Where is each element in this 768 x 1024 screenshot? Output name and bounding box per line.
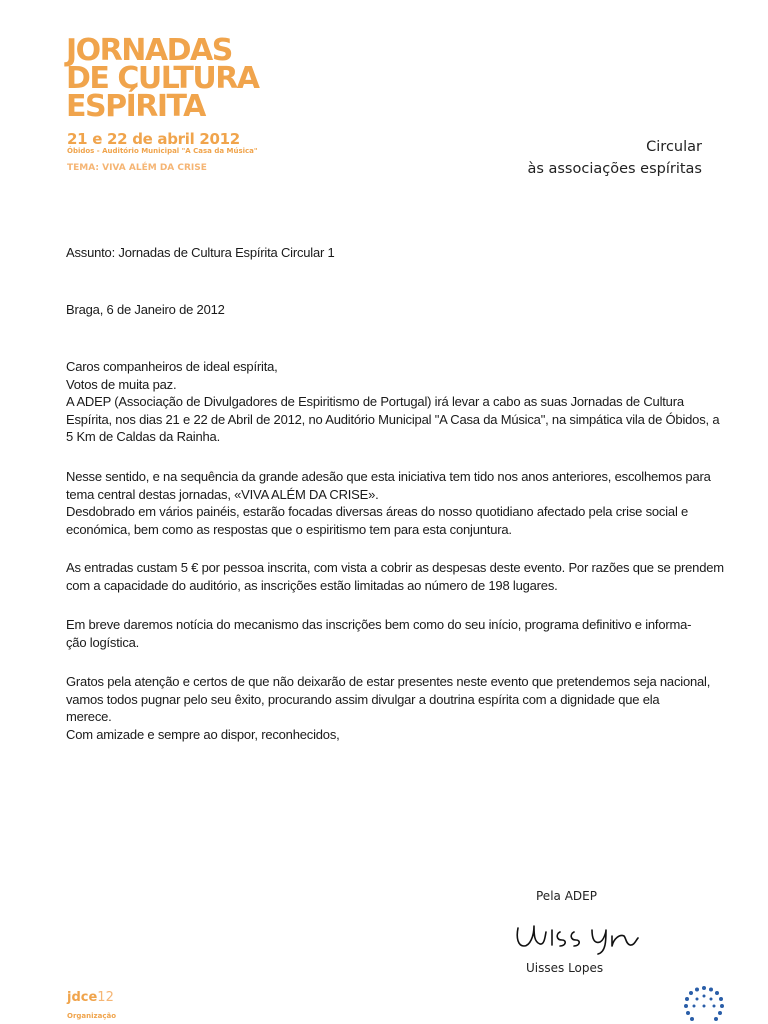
- jdce-logo: [67, 990, 114, 1005]
- paragraph-line: Gratos pela atenção e certos de que não deixarão de estar presentes neste evento que pretendemos seja nacional,: [66, 674, 711, 689]
- event-title-line: ESPÍRITA: [66, 89, 205, 124]
- paragraph-line: merece.: [66, 709, 112, 724]
- organizer-label: Organização: [67, 1012, 116, 1020]
- event-title: [66, 33, 259, 124]
- paragraph-line: 5 Km de Caldas da Rainha.: [66, 429, 220, 444]
- paragraph-line: Em breve daremos notícia do mecanismo das inscrições bem como do seu início, programa definitivo e informa-: [66, 617, 692, 632]
- paragraph-line: Com amizade e sempre ao dispor, reconhecidos,: [66, 726, 340, 742]
- paragraph-intro: [66, 358, 726, 446]
- paragraph-info: [66, 616, 726, 651]
- signatory-name: Uisses Lopes: [526, 961, 604, 975]
- dotted-circle-emblem: [676, 984, 732, 1024]
- jdce-logo-number: 12: [97, 990, 114, 1005]
- jdce-logo-text: jdce: [67, 990, 98, 1005]
- place-date: [66, 301, 726, 319]
- event-venue: Óbidos - Auditório Municipal "A Casa da Música": [67, 147, 258, 155]
- recipient-line: às associações espíritas: [527, 161, 702, 177]
- subject-text: Assunto: Jornadas de Cultura Espírita Circular 1: [66, 245, 335, 260]
- paragraph-closing: [66, 673, 726, 743]
- paragraph-line: As entradas custam 5 € por pessoa inscrita, com vista a cobrir as despesas deste evento. Por razões que se prendem: [66, 560, 724, 575]
- paragraph-line: tema central destas jornadas, «VIVA ALÉM DA CRISE».: [66, 486, 379, 502]
- paragraph-line: Nesse sentido, e na sequência da grande adesão que esta iniciativa tem tido nos anos anteriores, escolhemos para: [66, 469, 711, 484]
- paragraph-line: ção logística.: [66, 634, 140, 650]
- paragraph-line: A ADEP (Associação de Divulgadores de Espiritismo de Portugal) irá levar a cabo as suas Jornadas de Cultura: [66, 394, 684, 409]
- paragraph-line: com a capacidade do auditório, as inscrições estão limitadas ao número de 198 lugares.: [66, 577, 558, 593]
- recipient-line: Circular: [646, 139, 702, 155]
- paragraph-line: Votos de muita paz.: [66, 376, 177, 392]
- event-theme: TEMA: VIVA ALÉM DA CRISE: [67, 163, 207, 173]
- paragraph-line: Caros companheiros de ideal espírita,: [66, 359, 278, 374]
- paragraph-line: Desdobrado em vários painéis, estarão focadas diversas áreas do nosso quotidiano afectado pela crise social e: [66, 504, 689, 519]
- event-title-line: DE CULTURA: [66, 61, 259, 96]
- paragraph-tickets: [66, 559, 726, 594]
- event-date: 21 e 22 de abril 2012: [67, 130, 240, 148]
- signature-label: Pela ADEP: [536, 889, 597, 903]
- paragraph-line: Espírita, nos dias 21 e 22 de Abril de 2012, no Auditório Municipal "A Casa da Música", na simpática vila de Óbidos, a: [66, 411, 720, 427]
- subject-line: [66, 244, 726, 262]
- paragraph-line: vamos todos pugnar pelo seu êxito, procurando assim divulgar a doutrina espírita com a dignidade que ela: [66, 691, 660, 707]
- paragraph-theme: [66, 468, 726, 538]
- event-title-line: JORNADAS: [66, 33, 232, 68]
- handwritten-signature: [512, 916, 642, 956]
- recipient-block: [527, 136, 702, 180]
- place-date-text: Braga, 6 de Janeiro de 2012: [66, 302, 225, 317]
- paragraph-line: económica, bem como as respostas que o espiritismo tem para esta conjuntura.: [66, 521, 512, 537]
